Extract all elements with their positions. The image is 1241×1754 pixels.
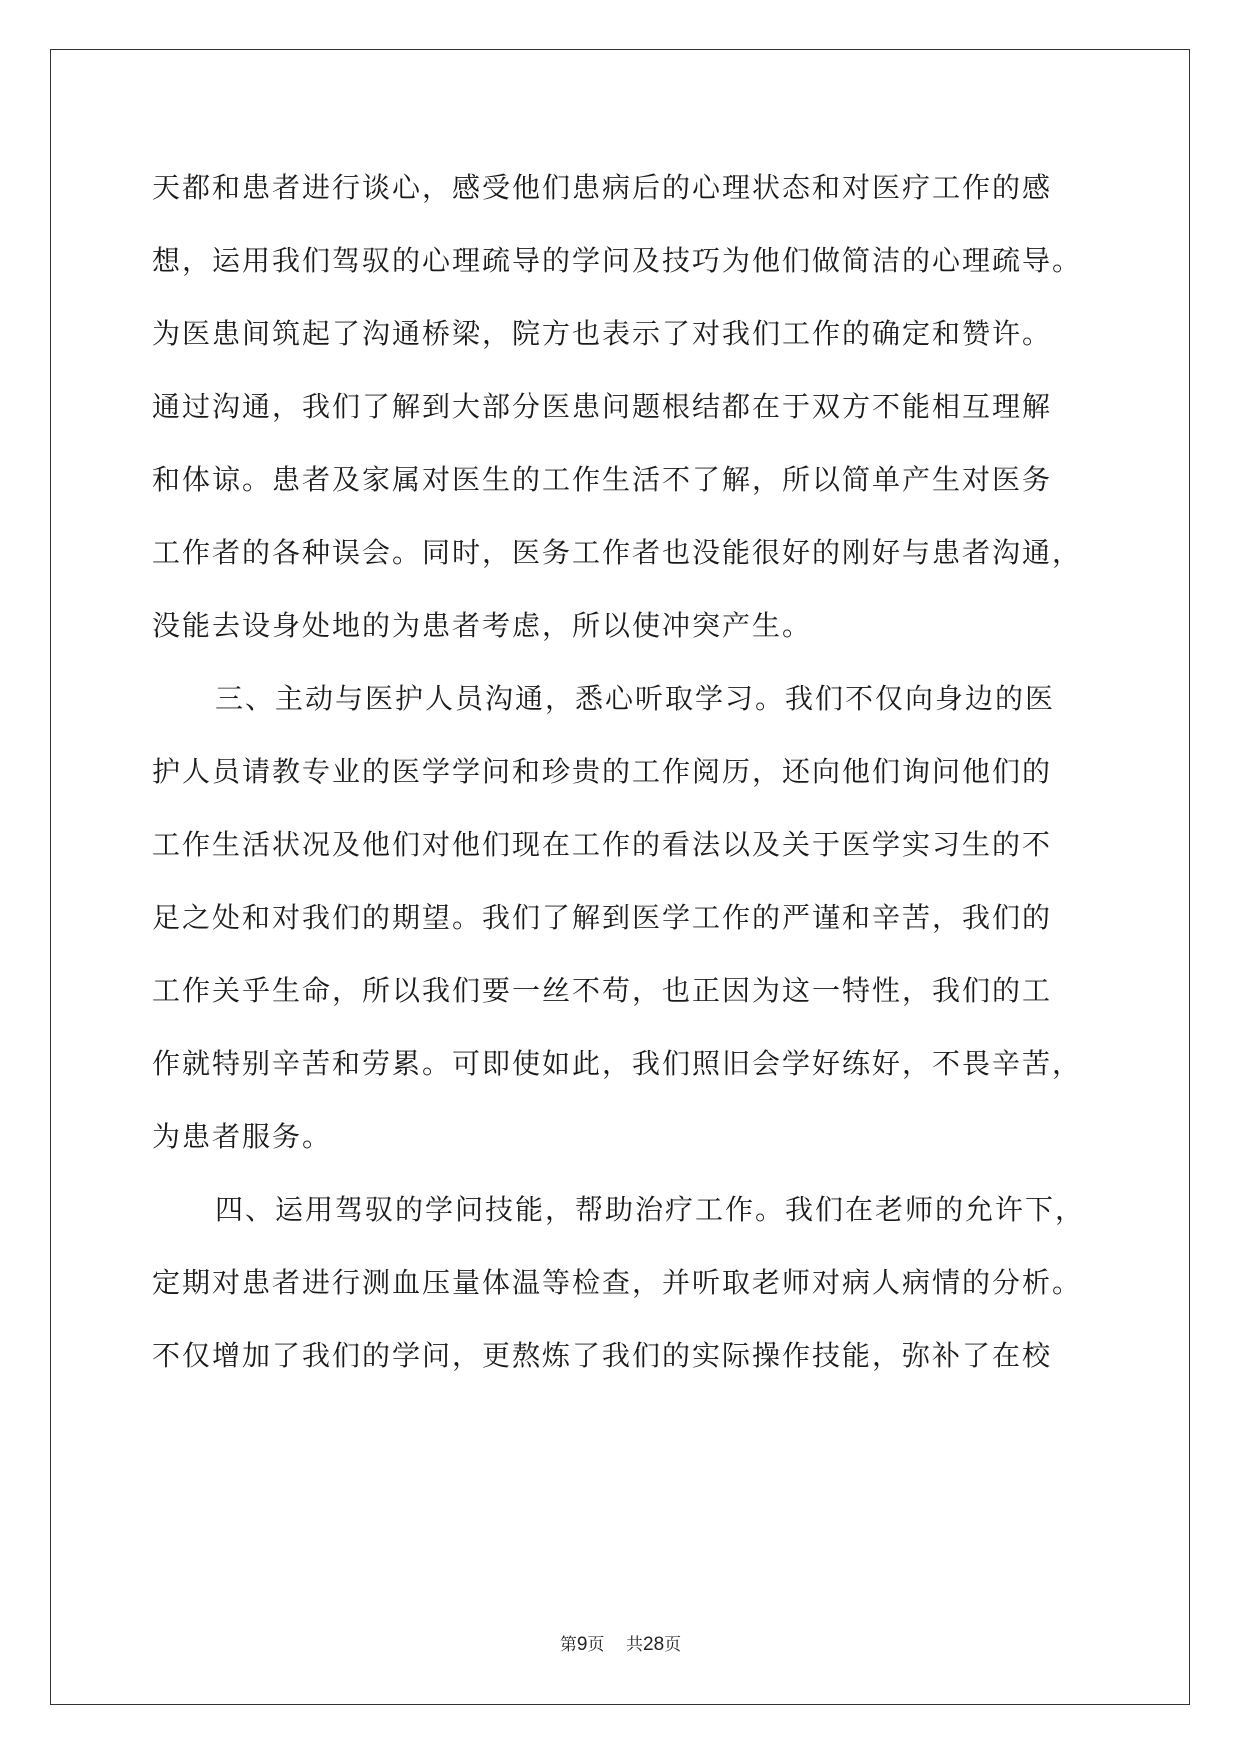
total-suffix: 页 (664, 1635, 682, 1655)
text-line: 护人员请教专业的医学学问和珍贵的工作阅历，还向他们询问他们的 (152, 755, 1053, 788)
text-line: 天都和患者进行谈心，感受他们患病后的心理状态和对医疗工作的感 (152, 171, 1053, 204)
text-line: 工作关乎生命，所以我们要一丝不苟，也正因为这一特性，我们的工 (152, 974, 1053, 1007)
text-line: 和体谅。患者及家属对医生的工作生活不了解，所以简单产生对医务 (152, 463, 1053, 496)
total-prefix: 共 (626, 1635, 644, 1655)
text-line: 不仅增加了我们的学问，更熬炼了我们的实际操作技能，弥补了在校 (152, 1339, 1053, 1372)
text-line: 为患者服务。 (152, 1120, 333, 1153)
text-line: 没能去设身处地的为患者考虑，所以使冲突产生。 (152, 609, 813, 642)
footer-prefix: 第 (559, 1635, 577, 1655)
text-line: 通过沟通，我们了解到大部分医患问题根结都在于双方不能相互理解 (152, 390, 1053, 423)
text-line: 想，运用我们驾驭的心理疏导的学问及技巧为他们做简洁的心理疏导。 (152, 244, 1083, 277)
text-line: 工作生活状况及他们对他们现在工作的看法以及关于医学实习生的不 (152, 828, 1053, 861)
page-number: 9 (576, 1634, 588, 1655)
page-footer (0, 1630, 1241, 1656)
text-line: 足之处和对我们的期望。我们了解到医学工作的严谨和辛苦，我们的 (152, 901, 1053, 934)
text-line: 作就特别辛苦和劳累。可即使如此，我们照旧会学好练好，不畏辛苦， (152, 1047, 1083, 1080)
text-line: 定期对患者进行测血压量体温等检查，并听取老师对病人病情的分析。 (152, 1266, 1083, 1299)
text-line: 为医患间筑起了沟通桥梁，院方也表示了对我们工作的确定和赞许。 (152, 317, 1053, 350)
page-border (50, 49, 1190, 1705)
total-pages: 28 (643, 1634, 665, 1655)
page-suffix: 页 (587, 1635, 605, 1655)
paragraph-start-line: 三、主动与医护人员沟通，悉心听取学习。我们不仅向身边的医 (215, 682, 1056, 715)
paragraph-start-line: 四、运用驾驭的学问技能，帮助治疗工作。我们在老师的允许下， (215, 1193, 1086, 1226)
text-line: 工作者的各种误会。同时，医务工作者也没能很好的刚好与患者沟通， (152, 536, 1083, 569)
